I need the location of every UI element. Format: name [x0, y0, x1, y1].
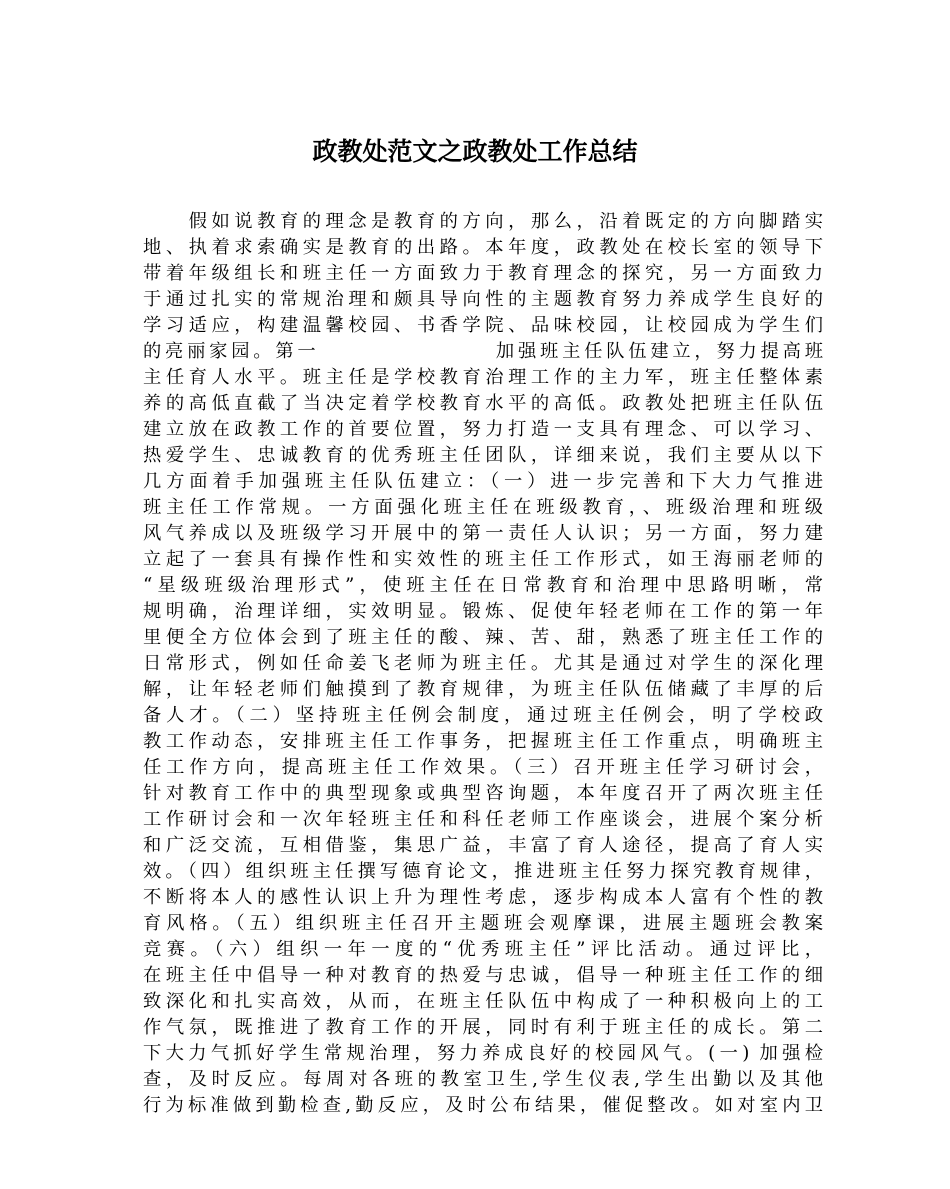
body-text-line: 班主任工作常规。一方面强化班主任在班级教育，、班级治理和班级	[143, 497, 823, 518]
body-text-line: 学习适应，构建温馨校园、书香学院、品味校园，让校园成为学生们	[143, 315, 823, 336]
body-text-line: 日常形式，例如任命姜飞老师为班主任。尤其是通过对学生的深化理	[143, 653, 823, 674]
body-text-line: 针对教育工作中的典型现象或典型咨询题，本年度召开了两次班主任	[143, 783, 823, 804]
body-text-line: 的亮丽家园。第一 加强班主任队伍建立，努力提高班	[143, 341, 823, 362]
body-text-line: 于通过扎实的常规治理和颇具导向性的主题教育努力养成学生良好的	[143, 289, 823, 310]
body-text-line: 主任育人水平。班主任是学校教育治理工作的主力军，班主任整体素	[143, 367, 823, 388]
document-title: 政教处范文之政教处工作总结	[312, 137, 638, 166]
body-text-line: 工作研讨会和一次年轻班主任和科任老师工作座谈会，进展个案分析	[143, 809, 823, 830]
body-text-line: “星级班级治理形式”，使班主任在日常教育和治理中思路明晰，常	[143, 575, 823, 596]
body-text-line: 竞赛。（六）组织一年一度的“优秀班主任”评比活动。通过评比，	[143, 939, 823, 960]
body-text-line: 规明确，治理详细，实效明显。锻炼、促使年轻老师在工作的第一年	[143, 601, 823, 622]
body-text-line: 建立放在政教工作的首要位置，努力打造一支具有理念、可以学习、	[143, 419, 823, 440]
body-text-line: 行为标准做到勤检查,勤反应，及时公布结果，催促整改。如对室内卫	[143, 1095, 823, 1116]
body-text-line: 假如说教育的理念是教育的方向，那么，沿着既定的方向脚踏实	[143, 211, 823, 232]
body-text-line: 地、执着求索确实是教育的出路。本年度，政教处在校长室的领导下	[143, 237, 823, 258]
body-text-line: 育风格。（五）组织班主任召开主题班会观摩课，进展主题班会教案	[143, 913, 823, 934]
body-text-line: 里便全方位体会到了班主任的酸、辣、苦、甜，熟悉了班主任工作的	[143, 627, 823, 648]
body-text-line: 在班主任中倡导一种对教育的热爱与忠诚，倡导一种班主任工作的细	[143, 965, 823, 986]
body-text-line: 带着年级组长和班主任一方面致力于教育理念的探究，另一方面致力	[143, 263, 823, 284]
body-text-line: 不断将本人的感性认识上升为理性考虑，逐步构成本人富有个性的教	[143, 887, 823, 908]
document-body	[143, 209, 823, 1119]
body-text-line: 风气养成以及班级学习开展中的第一责任人认识；另一方面，努力建	[143, 523, 823, 544]
body-text-line: 作气氛，既推进了教育工作的开展，同时有利于班主任的成长。第二	[143, 1017, 823, 1038]
body-text-line: 查，及时反应。每周对各班的教室卫生,学生仪表,学生出勤以及其他	[143, 1069, 823, 1090]
body-text-line: 效。（四）组织班主任撰写德育论文，推进班主任努力探究教育规律，	[143, 861, 823, 882]
body-text-line: 立起了一套具有操作性和实效性的班主任工作形式，如王海丽老师的	[143, 549, 823, 570]
body-text-line: 和广泛交流，互相借鉴，集思广益，丰富了育人途径，提高了育人实	[143, 835, 823, 856]
body-text-line: 养的高低直截了当决定着学校教育水平的高低。政教处把班主任队伍	[143, 393, 823, 414]
body-text-line: 解，让年轻老师们触摸到了教育规律，为班主任队伍储藏了丰厚的后	[143, 679, 823, 700]
body-text-line: 备人才。（二）坚持班主任例会制度，通过班主任例会，明了学校政	[143, 705, 823, 726]
body-text-line: 热爱学生、忠诚教育的优秀班主任团队，详细来说，我们主要从以下	[143, 445, 823, 466]
body-text-line: 任工作方向，提高班主任工作效果。（三）召开班主任学习研讨会，	[143, 757, 823, 778]
body-text-line: 致深化和扎实高效，从而，在班主任队伍中构成了一种积极向上的工	[143, 991, 823, 1012]
body-text-line: 教工作动态，安排班主任工作事务，把握班主任工作重点，明确班主	[143, 731, 823, 752]
body-text-line: 下大力气抓好学生常规治理，努力养成良好的校园风气。(一) 加强检	[143, 1043, 823, 1064]
body-text-line: 几方面着手加强班主任队伍建立：（一）进一步完善和下大力气推进	[143, 471, 823, 492]
